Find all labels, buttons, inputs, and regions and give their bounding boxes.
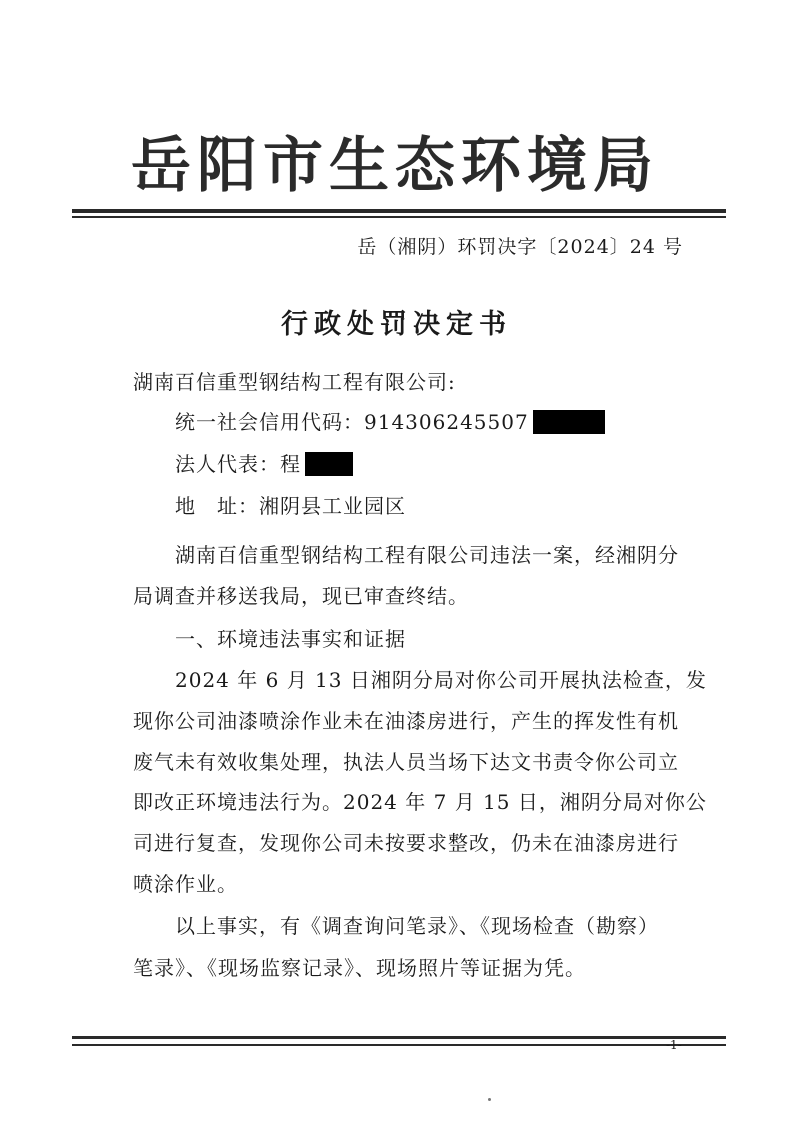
document-number: 岳（湘阴）环罚决字〔2024〕24 号 (357, 236, 683, 258)
body-line: 局调查并移送我局，现已审查终结。 (133, 584, 469, 608)
address-line (175, 490, 406, 519)
legal-rep-label: 法人代表： (175, 452, 280, 476)
header-rule-thick (72, 209, 726, 213)
credit-code-label: 统一社会信用代码： (175, 410, 364, 434)
credit-code-value: 914306245507 (364, 410, 529, 434)
header-rule-thin (72, 216, 726, 218)
redaction-block (305, 452, 353, 476)
document-title: 行政处罚决定书 (281, 309, 512, 340)
body-line: 湖南百信重型钢结构工程有限公司违法一案，经湘阴分 (175, 543, 679, 567)
page-number: -1- (666, 1038, 682, 1052)
section-heading: 一、环境违法事实和证据 (175, 627, 406, 651)
body-line: 以上事实，有《调查询问笔录》、《现场检查（勘察） (175, 914, 659, 938)
agency-letterhead: 岳阳市生态环境局 (131, 131, 659, 201)
body-line: 废气未有效收集处理，执法人员当场下达文书责令你公司立 (133, 750, 679, 774)
credit-code-line (175, 406, 605, 436)
legal-rep-value: 程 (280, 452, 301, 476)
footer-rule-thick (72, 1036, 726, 1039)
address-value: 湘阴县工业园区 (259, 494, 406, 518)
body-line: 喷涂作业。 (133, 872, 238, 896)
body-line: 笔录》、《现场监察记录》、现场照片等证据为凭。 (133, 956, 586, 980)
addressee-name: 湖南百信重型钢结构工程有限公司: (133, 370, 456, 394)
footer-rule-thin (72, 1044, 726, 1046)
address-label: 地 址： (175, 494, 259, 518)
body-line: 即改正环境违法行为。2024 年 7 月 15 日，湘阴分局对你公 (133, 790, 707, 814)
legal-rep-line (175, 448, 353, 478)
scan-speck (488, 1098, 491, 1101)
body-line: 司进行复查，发现你公司未按要求整改，仍未在油漆房进行 (133, 831, 679, 855)
body-line: 2024 年 6 月 13 日湘阴分局对你公司开展执法检查，发 (175, 668, 707, 692)
redaction-block (533, 410, 605, 434)
body-line: 现你公司油漆喷涂作业未在油漆房进行，产生的挥发性有机 (133, 709, 679, 733)
